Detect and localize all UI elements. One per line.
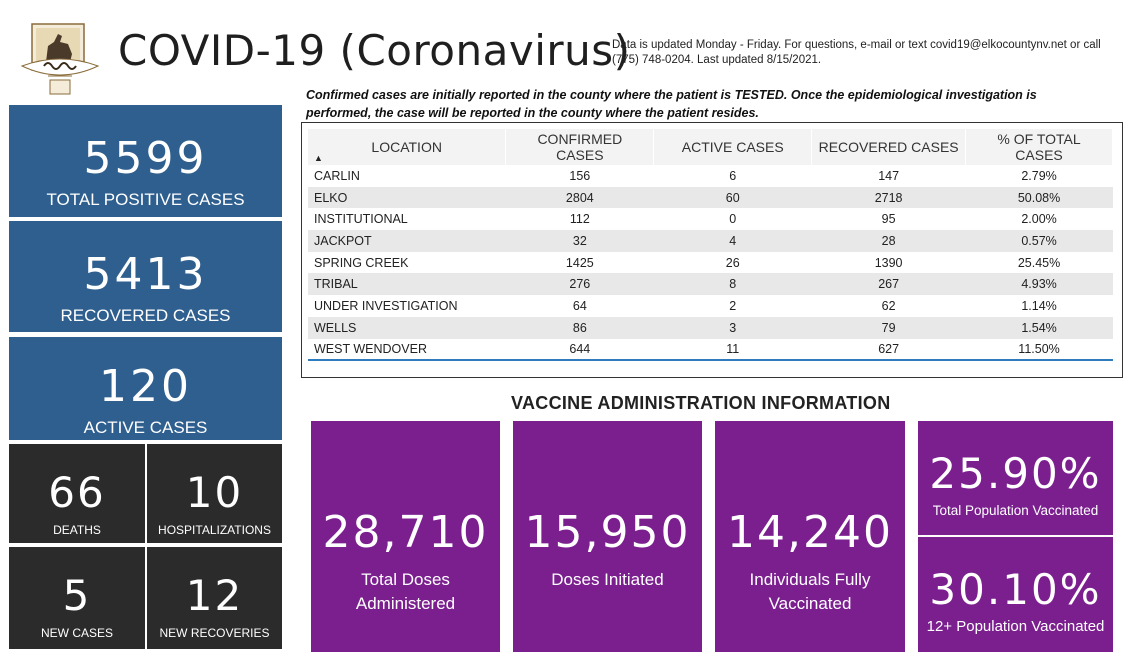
total-population-vaccinated-panel: [918, 421, 1113, 535]
twelve-plus-vaccinated-label: 12+ Population Vaccinated: [926, 618, 1105, 635]
active-cases-value: 120: [99, 361, 192, 412]
total-positive-cases-label: TOTAL POSITIVE CASES: [46, 190, 245, 209]
twelve-plus-vaccinated-panel: [918, 537, 1113, 652]
cell-confirmed: 64: [572, 298, 587, 313]
cell-location: WEST WENDOVER: [308, 339, 506, 361]
table-row[interactable]: [308, 339, 1113, 361]
update-note: Data is updated Monday - Friday. For questions, e-mail or text covid19@elkocountynv.net or call (775) 748-0204. Last updated 8/15/2021.: [612, 39, 1101, 66]
page-title: COVID-19 (Coronavirus): [118, 26, 631, 75]
cell-location: ELKO: [308, 187, 506, 209]
doses-initiated-label: Doses Initiated: [551, 570, 664, 589]
hospitalizations-panel: [146, 443, 283, 544]
cell-confirmed: 276: [506, 273, 654, 295]
new-cases-panel: [8, 546, 146, 650]
cell-location: CARLIN: [314, 168, 360, 183]
total-population-vaccinated-value: 25.90%: [929, 449, 1102, 498]
total-doses-label: Total Doses Administered: [355, 570, 456, 613]
table-row[interactable]: [308, 165, 1113, 187]
doses-initiated-value: 15,950: [524, 507, 691, 558]
cell-recovered: 28: [812, 230, 966, 252]
cell-percent: 2.79%: [1021, 168, 1057, 183]
new-recoveries-value: 12: [185, 571, 244, 620]
cell-active: 60: [654, 187, 812, 209]
hospitalizations-label: HOSPITALIZATIONS: [158, 523, 271, 537]
fully-vaccinated-panel: [715, 421, 905, 652]
cell-active: 11: [654, 339, 812, 361]
new-cases-value: 5: [62, 571, 92, 620]
cell-confirmed: 32: [506, 230, 654, 252]
total-doses-panel: [311, 421, 500, 652]
cell-active: 26: [725, 255, 740, 270]
sort-ascending-icon[interactable]: ▲: [314, 153, 323, 163]
recovered-cases-value: 5413: [83, 249, 208, 300]
cell-location: JACKPOT: [308, 230, 506, 252]
table-row[interactable]: [308, 230, 1113, 252]
cell-percent: 50.08%: [966, 187, 1113, 209]
cell-recovered: 147: [878, 168, 900, 183]
table-row[interactable]: [308, 187, 1113, 209]
cell-percent: 1.14%: [1021, 298, 1057, 313]
cell-location: INSTITUTIONAL: [314, 212, 408, 227]
cell-confirmed: 2804: [506, 187, 654, 209]
cell-location: TRIBAL: [308, 273, 506, 295]
cell-active: 3: [654, 317, 812, 339]
new-cases-label: NEW CASES: [40, 626, 113, 640]
fully-vaccinated-value: 14,240: [727, 507, 893, 558]
cell-location: WELLS: [308, 317, 506, 339]
fully-vaccinated-label: Individuals Fully Vaccinated: [749, 570, 871, 613]
cell-recovered: 627: [812, 339, 966, 361]
cell-recovered: 1390: [874, 255, 903, 270]
location-table: [308, 129, 1113, 361]
hospitalizations-value: 10: [185, 468, 244, 517]
cell-percent: 0.57%: [966, 230, 1113, 252]
new-recoveries-panel: [146, 546, 283, 650]
table-header-row: [308, 129, 1113, 165]
table-row[interactable]: [308, 317, 1113, 339]
vaccine-section-heading: VACCINE ADMINISTRATION INFORMATION: [511, 393, 891, 413]
column-header-location[interactable]: LOCATION ▲: [308, 129, 506, 165]
cell-active: 8: [654, 273, 812, 295]
active-cases-label: ACTIVE CASES: [83, 418, 208, 437]
cell-location: SPRING CREEK: [314, 255, 409, 270]
total-positive-cases-panel: [8, 104, 283, 218]
cell-recovered: 95: [881, 212, 896, 227]
total-population-vaccinated-label: Total Population Vaccinated: [932, 503, 1099, 518]
column-header-active[interactable]: ACTIVE CASES: [654, 129, 812, 165]
cell-confirmed: 1425: [565, 255, 594, 270]
total-doses-value: 28,710: [322, 507, 489, 558]
deaths-panel: [8, 443, 146, 544]
cell-recovered: 2718: [812, 187, 966, 209]
table-row[interactable]: [308, 295, 1113, 317]
cell-confirmed: 86: [506, 317, 654, 339]
column-header-confirmed[interactable]: CONFIRMED CASES: [506, 129, 654, 165]
new-recoveries-label: NEW RECOVERIES: [159, 626, 270, 640]
cell-confirmed: 112: [569, 212, 590, 227]
column-header-recovered[interactable]: RECOVERED CASES: [812, 129, 966, 165]
recovered-cases-label: RECOVERED CASES: [60, 306, 231, 325]
recovered-cases-panel: [8, 220, 283, 333]
active-cases-panel: [8, 336, 283, 441]
cell-percent: 4.93%: [966, 273, 1113, 295]
column-header-percent[interactable]: % OF TOTAL CASES: [966, 129, 1113, 165]
elko-county-logo-icon: [18, 22, 102, 96]
cell-recovered: 267: [812, 273, 966, 295]
table-row[interactable]: [308, 273, 1113, 295]
location-table-container: [301, 122, 1123, 378]
cell-percent: 11.50%: [966, 339, 1113, 361]
total-positive-cases-value: 5599: [83, 133, 208, 184]
cell-recovered: 62: [881, 298, 896, 313]
table-row[interactable]: [308, 252, 1113, 274]
cell-recovered: 79: [812, 317, 966, 339]
cell-percent: 25.45%: [1017, 255, 1061, 270]
cell-active: 2: [729, 298, 737, 313]
cell-location: UNDER INVESTIGATION: [314, 298, 458, 313]
cell-percent: 1.54%: [966, 317, 1113, 339]
cell-percent: 2.00%: [1021, 212, 1057, 227]
doses-initiated-panel: [513, 421, 702, 652]
cell-confirmed: 644: [506, 339, 654, 361]
cell-active: 6: [729, 168, 737, 183]
cell-active: 0: [729, 212, 737, 227]
testing-notice: Confirmed cases are initially reported in the county where the patient is TESTED. Once the epidemiological investigation is performed, the case will be reported in the county where the patient resides.: [306, 88, 1037, 120]
table-row[interactable]: [308, 208, 1113, 230]
twelve-plus-vaccinated-value: 30.10%: [929, 565, 1102, 614]
deaths-label: DEATHS: [53, 523, 101, 537]
cell-active: 4: [654, 230, 812, 252]
cell-confirmed: 156: [569, 168, 591, 183]
deaths-value: 66: [48, 468, 106, 517]
